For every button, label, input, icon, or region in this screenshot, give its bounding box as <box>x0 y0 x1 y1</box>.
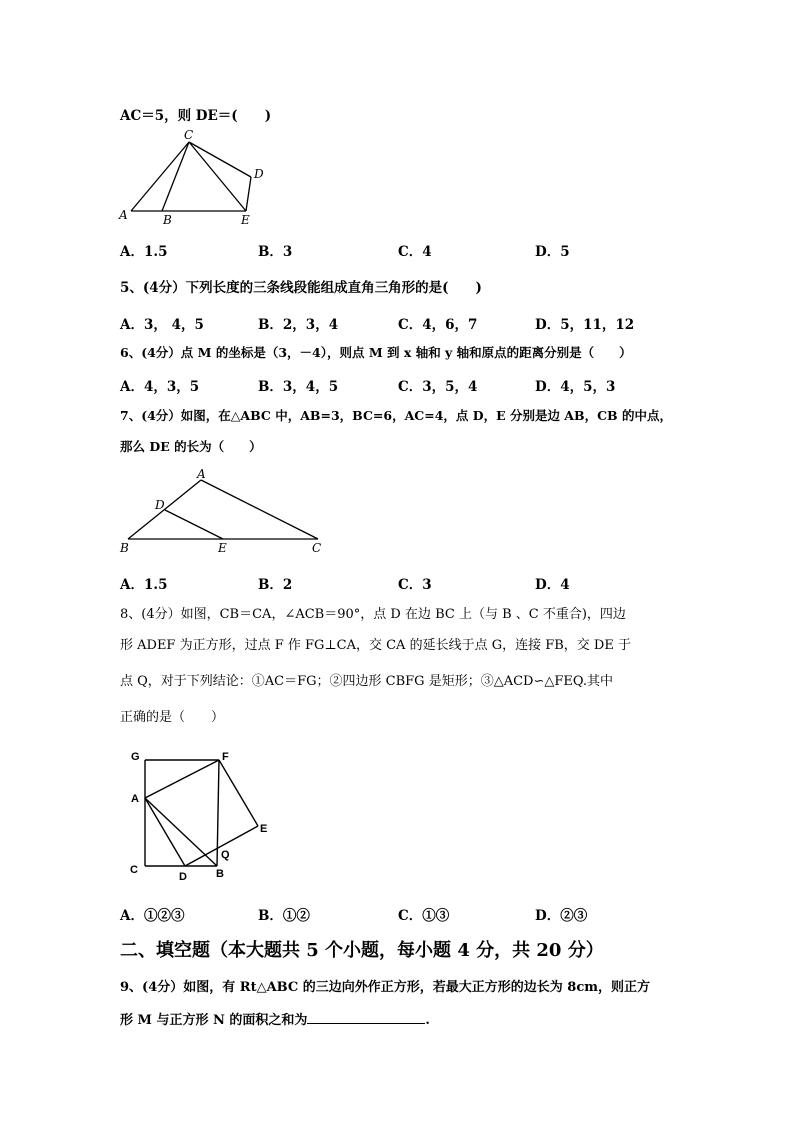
q4-option-a[interactable]: A．1.5 <box>120 244 168 260</box>
q4-label-d: D <box>254 167 264 181</box>
q6-option-c[interactable]: C．3，5，4 <box>398 379 478 395</box>
q4-label-c: C <box>184 128 194 142</box>
q8-option-b[interactable]: B．①② <box>258 908 310 924</box>
q4-label-b: B <box>163 213 172 227</box>
q5-option-b[interactable]: B．2，3，4 <box>258 317 339 333</box>
q8-figure <box>125 745 280 885</box>
q8-stem-line1: 8、(4分）如图，CB＝CA，∠ACB＝90°，点 D 在边 BC 上（与 B 、C 不重合)，四边 <box>120 607 626 622</box>
q8-label-f: F <box>222 751 229 763</box>
q8-label-a: A <box>131 793 139 805</box>
q8-segment-af <box>145 760 219 798</box>
q4-segment-cd <box>189 142 251 177</box>
q4-option-d[interactable]: D．5 <box>535 244 570 260</box>
q8-label-d: D <box>179 871 187 883</box>
q4-segment-ce <box>189 142 246 211</box>
q9-stem-line2 <box>120 1009 430 1028</box>
q6-option-d[interactable]: D．4，5，3 <box>535 379 616 395</box>
q9-stem-line1: 9、(4分）如图，有 Rt△ABC 的三边向外作正方形，若最大正方形的边长为 8cm，则正方 <box>120 980 651 995</box>
section-fill-in-title: 二、填空题（本大题共 5 个小题，每小题 4 分，共 20 分） <box>120 940 604 961</box>
q8-stem-line4: 正确的是（ ） <box>120 710 225 725</box>
q7-stem-line1: 7、(4分）如图，在△ABC 中，AB=3，BC=6，AC=4，点 D，E 分别是边 AB，CB 的中点， <box>120 408 672 423</box>
q5-stem: 5、(4分）下列长度的三条线段能组成直角三角形的是( ) <box>120 280 482 296</box>
q4-segment-bc <box>162 142 189 211</box>
q7-label-a: A <box>197 467 206 481</box>
q8-stem-line3: 点 Q，对于下列结论：①AC＝FG；②四边形 CBFG 是矩形；③△ACD∽△FEQ.其中 <box>120 674 613 689</box>
q7-label-e: E <box>218 541 227 555</box>
q9-stem-suffix: . <box>425 1013 430 1028</box>
q8-option-d[interactable]: D．②③ <box>535 908 588 924</box>
q4-option-c[interactable]: C．4 <box>398 244 432 260</box>
q7-segment-de <box>165 510 223 539</box>
q8-label-c: C <box>130 864 138 876</box>
q8-segment-ab <box>145 798 217 866</box>
q8-label-b: B <box>216 868 224 880</box>
q5-option-a[interactable]: A．3， 4，5 <box>120 317 204 333</box>
q6-option-a[interactable]: A．4，3，5 <box>120 379 200 395</box>
q7-option-b[interactable]: B．2 <box>258 577 293 593</box>
q4-figure <box>118 128 278 228</box>
q4-segment-ac <box>131 142 189 211</box>
q7-label-b: B <box>120 541 129 555</box>
q4-segment-de <box>246 177 251 211</box>
q7-option-c[interactable]: C．3 <box>398 577 432 593</box>
q7-option-d[interactable]: D．4 <box>535 577 570 593</box>
q8-segment-fe <box>219 760 258 826</box>
q4-stem-tail: AC＝5，则 DE＝( ) <box>120 108 272 124</box>
q9-answer-blank[interactable] <box>307 1011 425 1024</box>
q7-figure <box>118 466 328 558</box>
q7-label-d: D <box>155 498 165 512</box>
q7-option-a[interactable]: A．1.5 <box>120 577 168 593</box>
q7-segment-ac <box>201 480 318 539</box>
q8-label-q: Q <box>221 849 230 861</box>
q8-label-g: G <box>131 751 140 763</box>
q5-option-d[interactable]: D．5，11，12 <box>535 317 635 333</box>
q8-option-a[interactable]: A．①②③ <box>120 908 185 924</box>
q8-segment-fb <box>217 760 219 866</box>
q7-stem-line2: 那么 DE 的长为（ ） <box>120 439 262 454</box>
q6-stem: 6、(4分）点 M 的坐标是（3，－4），则点 M 到 x 轴和 y 轴和原点的距离分别是（ ） <box>120 345 632 360</box>
q8-label-e: E <box>260 823 268 835</box>
q9-stem-prefix: 形 M 与正方形 N 的面积之和为 <box>120 1013 308 1028</box>
q7-label-c: C <box>312 541 322 555</box>
q4-label-e: E <box>241 213 250 227</box>
q4-label-a: A <box>119 208 128 222</box>
q5-option-c[interactable]: C．4，6，7 <box>398 317 478 333</box>
q8-stem-line2: 形 ADEF 为正方形，过点 F 作 FG⊥CA，交 CA 的延长线于点 G，连接 FB，交 DE 于 <box>120 638 631 653</box>
q6-option-b[interactable]: B．3，4，5 <box>258 379 339 395</box>
q8-segment-ad <box>145 798 185 866</box>
q8-option-c[interactable]: C．①③ <box>398 908 450 924</box>
q4-option-b[interactable]: B．3 <box>258 244 293 260</box>
